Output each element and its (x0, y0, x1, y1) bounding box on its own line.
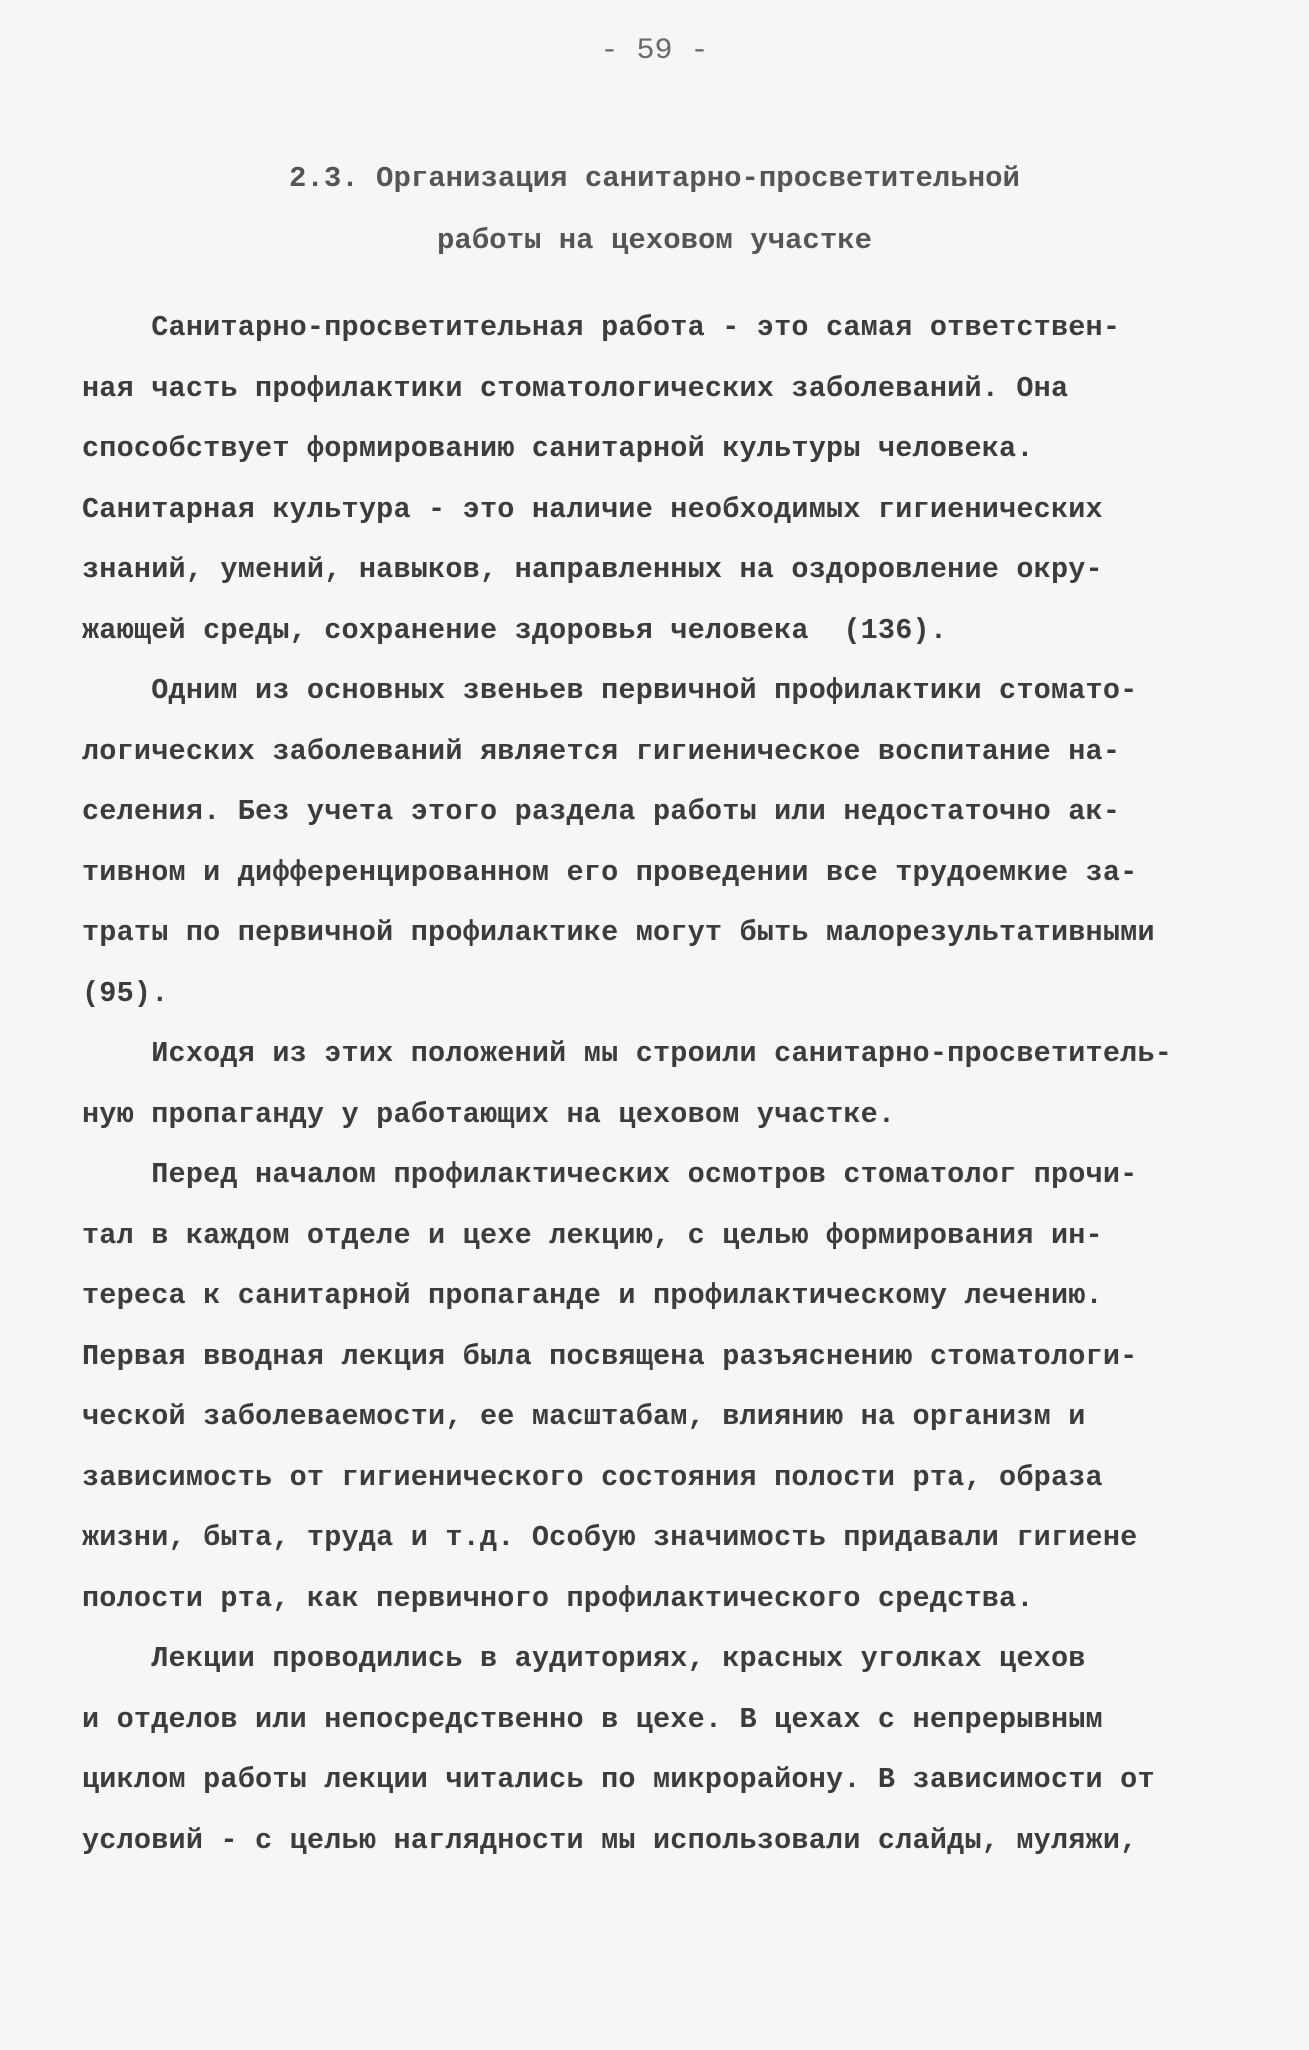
text-line: способствует формированию санитарной культуры человека. (82, 432, 1034, 465)
text-line: траты по первичной профилактике могут быть малорезультативными (82, 916, 1155, 949)
text-line: Санитарно-просветительная работа - это самая ответствен- (82, 311, 1121, 344)
heading-line: 2.3. Организация санитарно-просветительной (289, 162, 1020, 195)
section-heading (0, 148, 1309, 272)
text-line: тал в каждом отделе и цехе лекцию, с целью формирования ин- (82, 1218, 1103, 1252)
text-line: ная часть профилактики стоматологических заболеваний. Она (82, 371, 1069, 405)
heading-line: работы на цеховом участке (436, 224, 873, 257)
text-line: Санитарная культура - это наличие необходимых гигиенических (82, 492, 1103, 526)
text-line: тивном и дифференцированном его проведении все трудоемкие за- (82, 855, 1138, 889)
text-line: селения. Без учета этого раздела работы или недостаточно ак- (82, 795, 1121, 828)
text-line: логических заболеваний является гигиеническое воспитание на- (82, 734, 1121, 768)
text-line: и отделов или непосредственно в цехе. В цехах с непрерывным (82, 1702, 1103, 1736)
text-line: Одним из основных звеньев первичной профилактики стомато- (82, 674, 1138, 707)
text-line: тереса к санитарной пропаганде и профилактическому лечению. (82, 1279, 1103, 1312)
body-text (82, 298, 1242, 1871)
text-line: жающей среды, сохранение здоровья человека (136). (82, 613, 948, 647)
text-line: ную пропаганду у работающих на цеховом участке. (82, 1097, 896, 1131)
page-number: - 59 - (600, 34, 709, 68)
text-line: Первая вводная лекция была посвящена разъяснению стоматологи- (82, 1339, 1138, 1373)
text-line: Исходя из этих положений мы строили санитарно-просветитель- (82, 1037, 1173, 1070)
text-line: зависимость от гигиенического состояния полости рта, образа (82, 1460, 1103, 1494)
text-line: полости рта, как первичного профилактического средства. (82, 1581, 1034, 1615)
text-line: Лекции проводились в аудиториях, красных уголках цехов (82, 1642, 1086, 1675)
text-line: (95). (82, 976, 169, 1010)
text-line: Перед началом профилактических осмотров стоматолог прочи- (82, 1158, 1138, 1191)
text-line: условий - с целью наглядности мы использовали слайды, муляжи, (82, 1823, 1138, 1857)
text-line: циклом работы лекции читались по микрорайону. В зависимости от (82, 1763, 1155, 1796)
text-line: знаний, умений, навыков, направленных на оздоровление окру- (82, 553, 1103, 586)
text-line: жизни, быта, труда и т.д. Особую значимость придавали гигиене (82, 1521, 1138, 1554)
text-line: ческой заболеваемости, ее масштабам, влиянию на организм и (82, 1400, 1086, 1433)
